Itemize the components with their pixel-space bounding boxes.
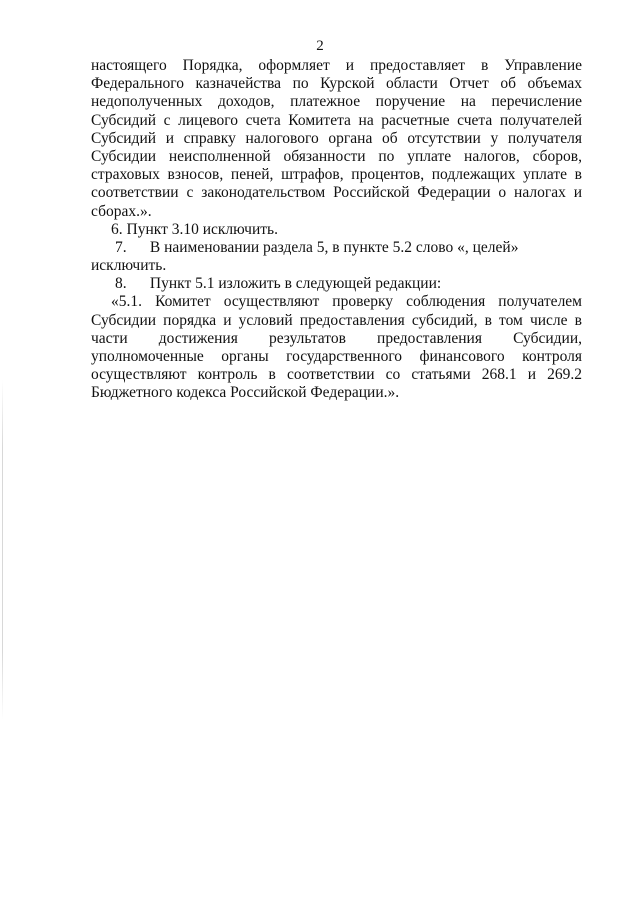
quoted-text-line: части достижения результатов предоставления Субсидии, — [91, 329, 582, 347]
quoted-text-line: уполномоченные органы государственного финансового контроля — [91, 348, 582, 365]
text-line: сборах.». — [91, 202, 152, 220]
item-8-line: 8. Пункт 5.1 изложить в следующей редакции: — [115, 275, 442, 293]
item-7-line: 7. В наименовании раздела 5, в пункте 5.2 слово «, целей» — [115, 238, 519, 256]
text-line: соответствии с законодательством Российской Федерации о налогах и — [91, 184, 582, 202]
document-body — [91, 57, 582, 403]
text-line: настоящего Порядка, оформляет и предоставляет в Управление — [91, 57, 582, 74]
quoted-text-line: осуществляют контроль в соответствии со статьями 268.1 и 269.2 — [91, 366, 582, 384]
quoted-text-line: Бюджетного кодекса Российской Федерации.». — [91, 384, 400, 402]
scan-edge-shadow — [2, 380, 3, 720]
item-6-line: 6. Пункт 3.10 исключить. — [111, 220, 278, 238]
quoted-text-line: Субсидии порядка и условий предоставления субсидий, в том числе в — [91, 311, 582, 329]
text-line: Субсидии неисполненной обязанности по уплате налогов, сборов, — [91, 147, 582, 165]
text-line: Субсидий с лицевого счета Комитета на расчетные счета получателей — [91, 111, 582, 129]
quoted-text-line: «5.1. Комитет осуществляют проверку соблюдения получателем — [111, 293, 582, 311]
text-line: Субсидий и справку налогового органа об отсутствии у получателя — [91, 129, 582, 147]
text-line: страховых взносов, пеней, штрафов, процентов, подлежащих уплате в — [91, 166, 582, 184]
text-line: Федерального казначейства по Курской области Отчет об объемах — [91, 75, 582, 93]
text-line: исключить. — [91, 257, 167, 275]
text-line: недополученных доходов, платежное поручение на перечисление — [91, 93, 582, 111]
page-number: 2 — [316, 38, 324, 54]
